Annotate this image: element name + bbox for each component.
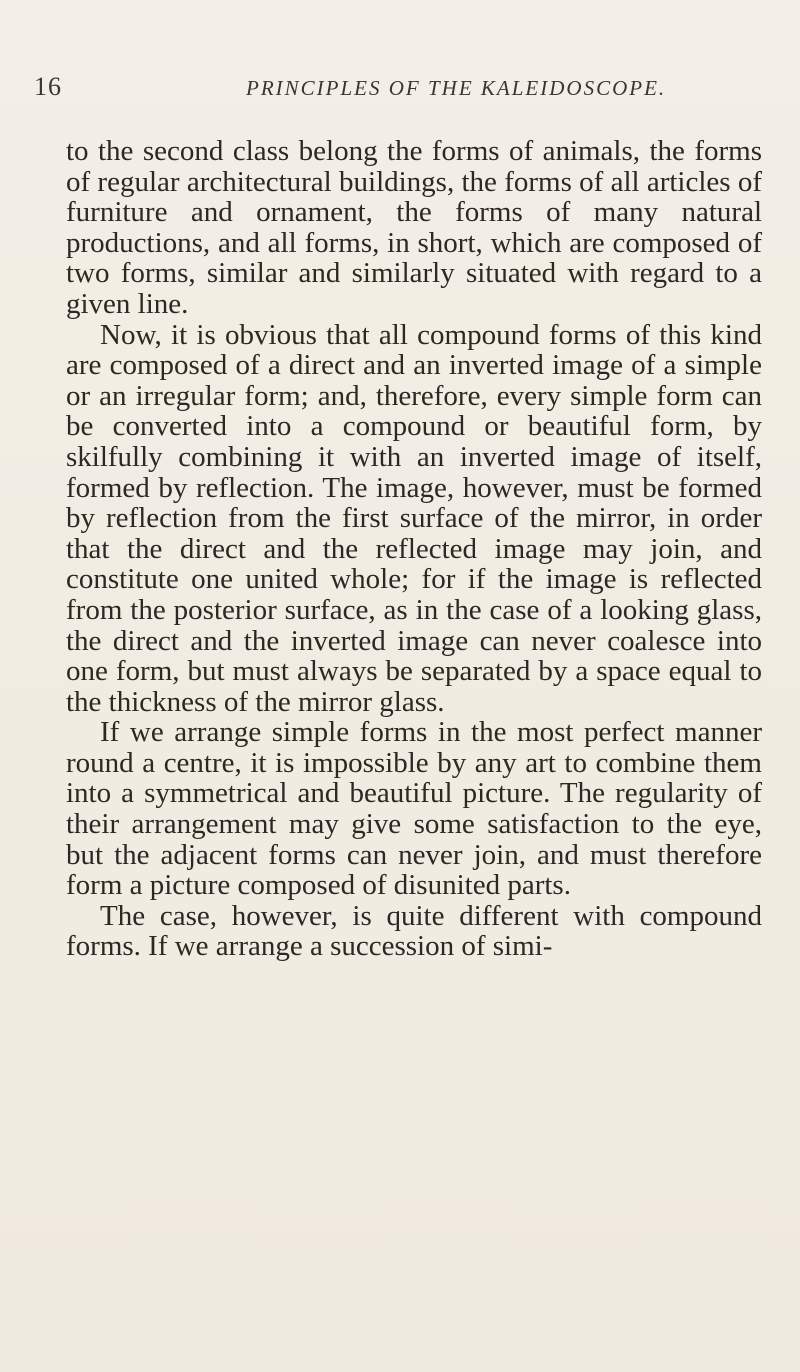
page-number: 16 [34,72,62,101]
paragraph-simple-forms: If we arrange simple forms in the most perfect manner round a centre, it is impossible by any art to combine them into a symmetrical and beautiful picture. The regularity of their arrangement may give some satisfaction to the eye, but the adjacent forms can never join, and must therefore form a picture composed of disunited parts. [66,716,762,902]
paragraph-compound-forms: Now, it is obvious that all compound forms of this kind are composed of a direct and an inverted image of a simple or an irregular form; and, therefore, every simple form can be converted into a compound or beautiful form, by skilfully combining it with an inverted image of itself, formed by reflection. The image, however, must be formed by reflection from the first surface of the mirror, in order that the direct and the reflected image may join, and constitute one united whole; for if the image is reflected from the posterior surface, as in the case of a looking glass, the direct and the inverted image can never coalesce into one form, but must always be separated by a space equal to the thickness of the mirror glass. [66,318,762,718]
paragraph-case-different: The case, however, is quite different with compound forms. If we arrange a succession of simi- [66,899,762,963]
paragraph-continuation: to the second class belong the forms of animals, the forms of regular architectural buildings, the forms of all articles of furniture and ornament, the forms of many natural productions, and all forms, in short, which are composed of two forms, similar and similarly situated with regard to a given line. [66,135,762,320]
running-title: PRINCIPLES OF THE KALEIDOSCOPE. [246,76,667,100]
running-head [34,72,774,108]
body-text [66,136,762,962]
